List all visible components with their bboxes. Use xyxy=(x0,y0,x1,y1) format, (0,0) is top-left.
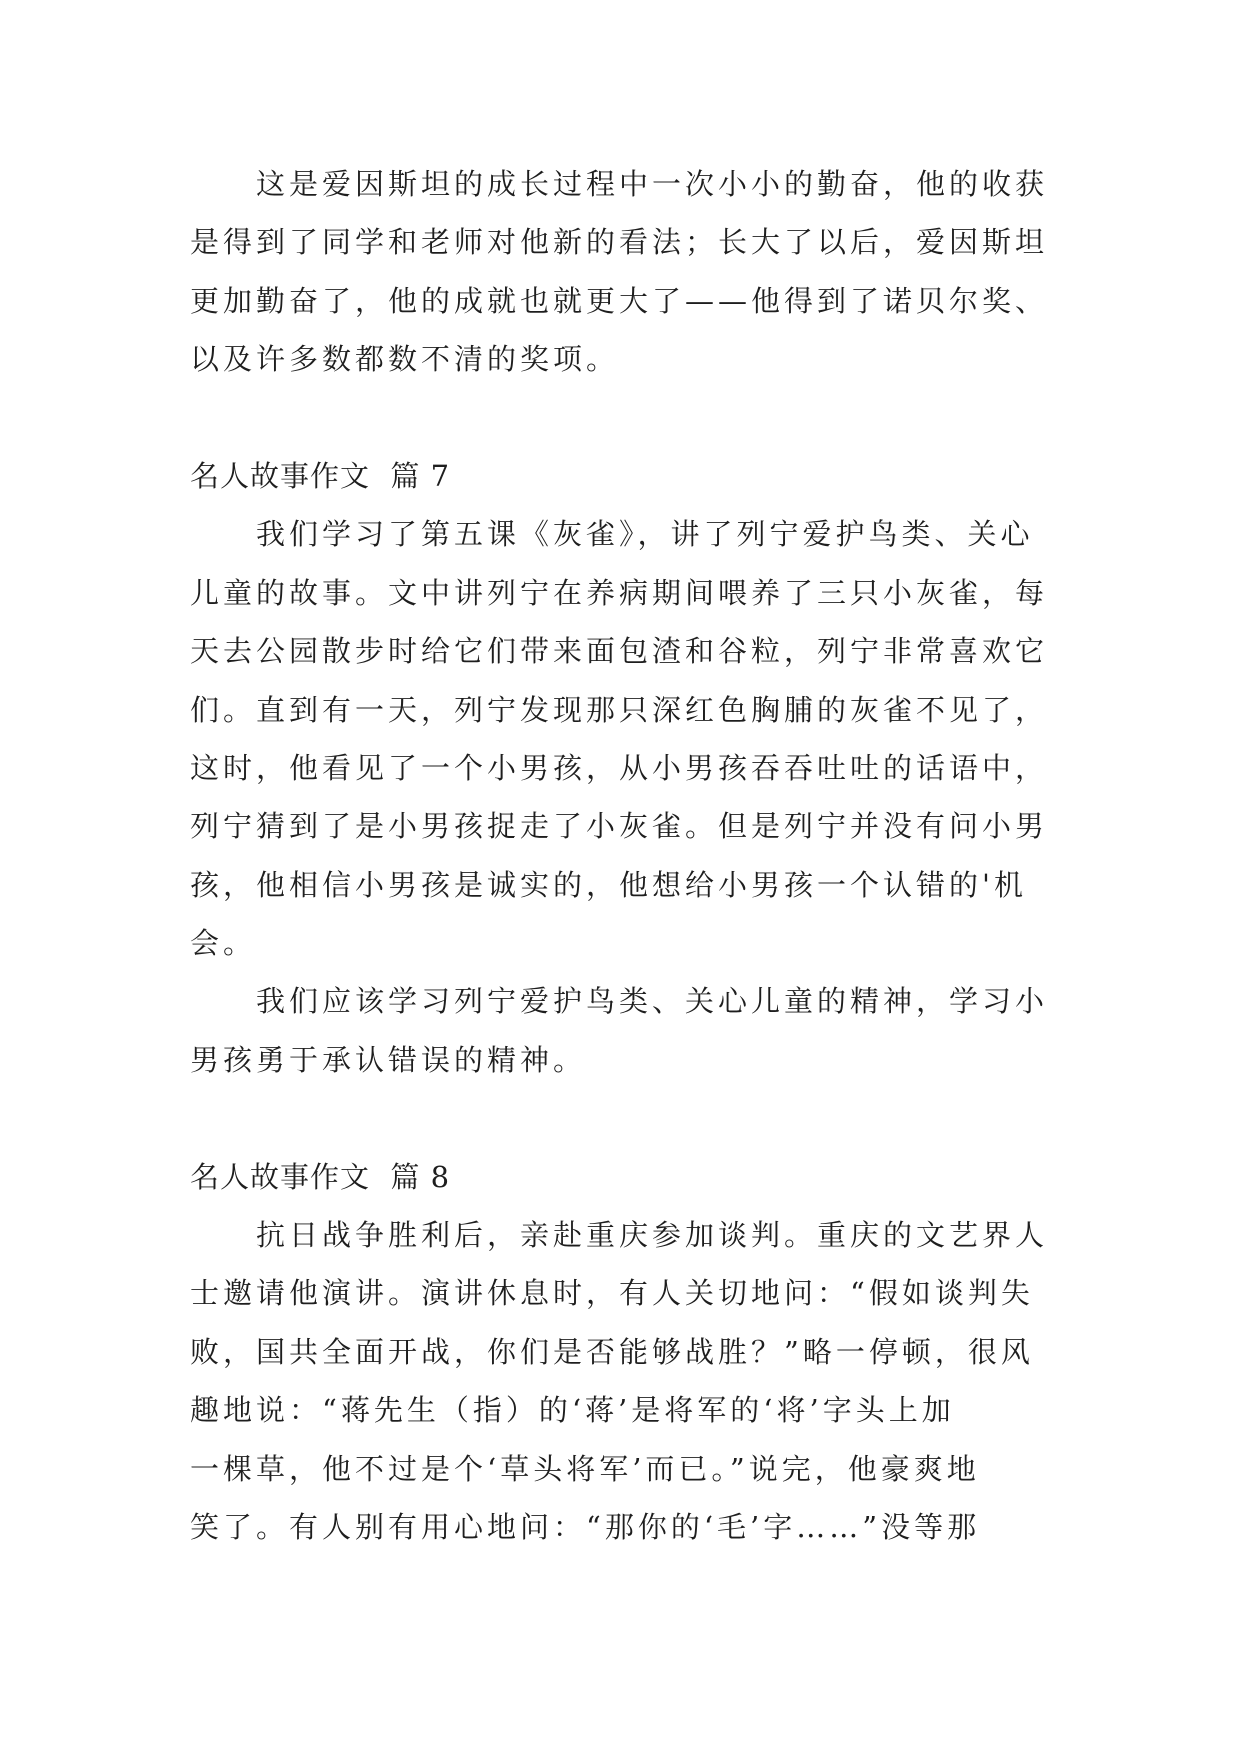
text-line: 一棵草，他不过是个‘草头将军’而已。”说完，他豪爽地 xyxy=(190,1451,980,1486)
text-line: 更加勤奋了，他的成就也就更大了——他得到了诺贝尔奖、 xyxy=(190,283,1049,318)
section-heading: 名人故事作文 篇 7 xyxy=(190,458,451,493)
text-line: 这是爱因斯坦的成长过程中一次小小的勤奋，他的收获 xyxy=(256,167,1049,201)
text-line: 男孩勇于承认错误的精神。 xyxy=(190,1042,587,1077)
text-line: 列宁猜到了是小男孩捉走了小灰雀。但是列宁并没有问小男 xyxy=(190,809,1049,844)
text-line: 以及许多数都数不清的奖项。 xyxy=(190,342,620,377)
paragraph xyxy=(190,1206,1090,1556)
text-line: 趣地说：“蒋先生（指）的‘蒋’是将军的‘将’字头上加 xyxy=(190,1393,955,1428)
text-line: 们。直到有一天，列宁发现那只深红色胸脯的灰雀不见了， xyxy=(190,692,1049,727)
paragraph xyxy=(190,505,1090,972)
text-line: 天去公园散步时给它们带来面包渣和谷粒，列宁非常喜欢它 xyxy=(190,634,1049,669)
text-line: 笑了。有人别有用心地问：“那你的‘毛’字……”没等那 xyxy=(190,1509,981,1544)
document-body xyxy=(190,155,1090,1556)
section-heading: 名人故事作文 篇 8 xyxy=(190,1159,451,1194)
text-line: 我们应该学习列宁爱护鸟类、关心儿童的精神，学习小 xyxy=(256,984,1049,1019)
paragraph xyxy=(190,972,1090,1089)
paragraph-gap xyxy=(190,1089,1090,1147)
text-line: 我们学习了第五课《灰雀》，讲了列宁爱护鸟类、关心 xyxy=(256,517,1034,552)
paragraph xyxy=(190,155,1090,389)
text-line: 败，国共全面开战，你们是否能够战胜？”略一停顿，很风 xyxy=(190,1334,1034,1369)
text-line: 是得到了同学和老师对他新的看法；长大了以后，爱因斯坦 xyxy=(190,225,1049,260)
text-line: 孩，他相信小男孩是诚实的，他想给小男孩一个认错的'机 xyxy=(190,867,1027,902)
text-line: 这时，他看见了一个小男孩，从小男孩吞吞吐吐的话语中， xyxy=(190,750,1049,785)
text-line: 士邀请他演讲。演讲休息时，有人关切地问：“假如谈判失 xyxy=(190,1276,1034,1311)
text-line: 儿童的故事。文中讲列宁在养病期间喂养了三只小灰雀，每 xyxy=(190,575,1049,610)
paragraph-gap xyxy=(190,389,1090,447)
text-line: 抗日战争胜利后，亲赴重庆参加谈判。重庆的文艺界人 xyxy=(256,1218,1049,1253)
text-line: 会。 xyxy=(190,926,257,961)
